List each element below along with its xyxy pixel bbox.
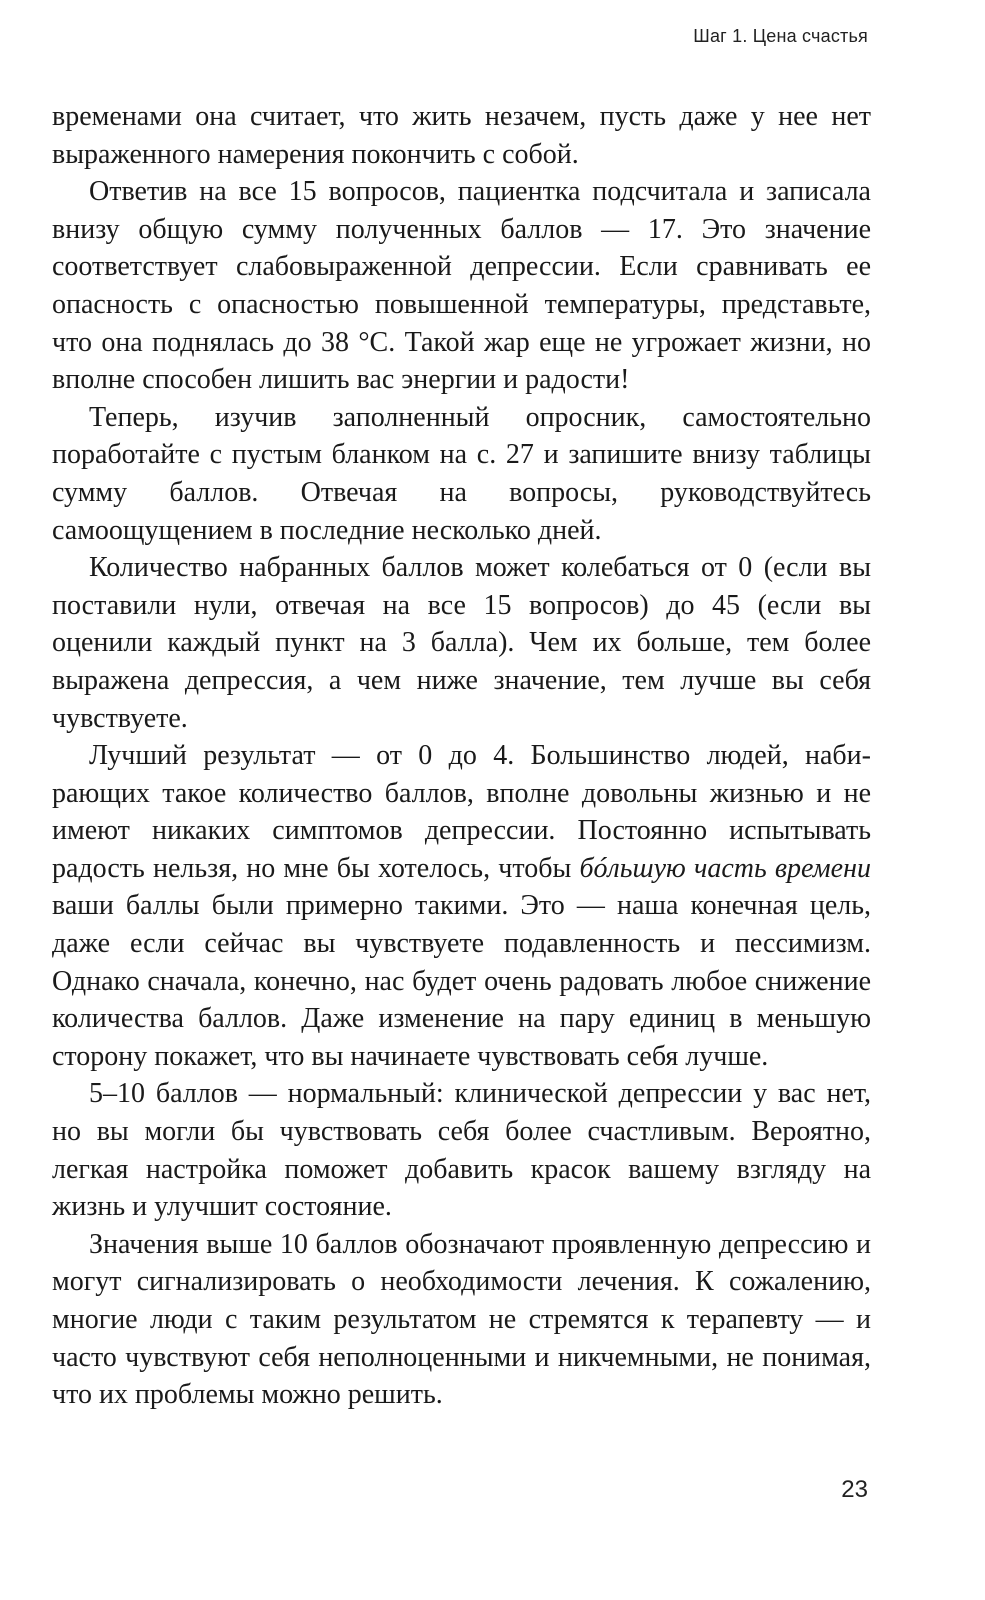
paragraph-high-result: Значения выше 10 баллов обозначают проявленную депрессию и могут сигнализировать о необходимости лечения. К сожалению, многие люди с таким результатом не стремятся к терапевту — и часто чувствуют себя неполноценными и никчемными, не понимая, что их проблемы можно решить. [52,1228,871,1411]
paragraph-best-result [52,737,871,1075]
body-text [52,98,871,1414]
paragraph-self-test: Теперь, изучив заполненный опросник, самостоятельно поработайте с пустым бланком на с. 27 и запишите внизу таблицы сумму баллов. Отвечая на вопросы, руководствуйтесь самоощущением в последние несколько дней. [52,401,871,546]
paragraph-patient-score: Ответив на все 15 вопросов, пациентка подсчитала и записала внизу общую сумму полученных баллов — 17. Это значение соответствует слабовыраженной депрессии. Если сравнивать ее опасность с опасностью повышенной температуры, представьте, что она поднялась до 38 °С. Такой жар еще не угрожает жизни, но вполне способен лишить вас энергии и радости! [52,176,871,396]
paragraph-normal-result: 5–10 баллов — нормальный: клинической депрессии у вас нет, но вы могли бы чувствовать себя более счастливым. Вероятно, легкая настройка поможет добавить красок вашему взгляду на жизнь и улучшит состояние. [52,1078,871,1223]
best-result-text-end: ваши баллы были примерно такими. Это — наша конечная цель, даже если сейчас вы чувствуете подавленность и пессимизм. Однако сначала, конечно, нас будет очень радовать любое снижение количества баллов. Даже изменение на пару единиц в меньшую сторону покажет, что вы начинаете чувствовать себя лучше. [52,890,871,1072]
paragraph-continuation: временами она считает, что жить незачем, пусть даже у нее нет выраженного намерения покончить с собой. [52,101,871,170]
page-number: 23 [841,1476,868,1503]
best-result-emphasis: бóльшую часть времени [579,852,871,884]
running-head: Шаг 1. Цена счастья [693,26,868,46]
best-result-text-start: Лучший результат — от 0 до 4. Большинство людей, набирающих такое количество баллов, вполне довольны жизнью и не имеют никаких симптомов депрессии. Постоянно испытывать радость нельзя, но мне бы хотелось, чтобы [52,740,871,884]
paragraph-score-range: Количество набранных баллов может колебаться от 0 (если вы поставили нули, отвечая на все 15 вопросов) до 45 (если вы оценили каждый пункт на 3 балла). Чем их больше, тем более выражена депрессия, а чем ниже значение, тем лучше вы себя чувствуете. [52,552,871,734]
